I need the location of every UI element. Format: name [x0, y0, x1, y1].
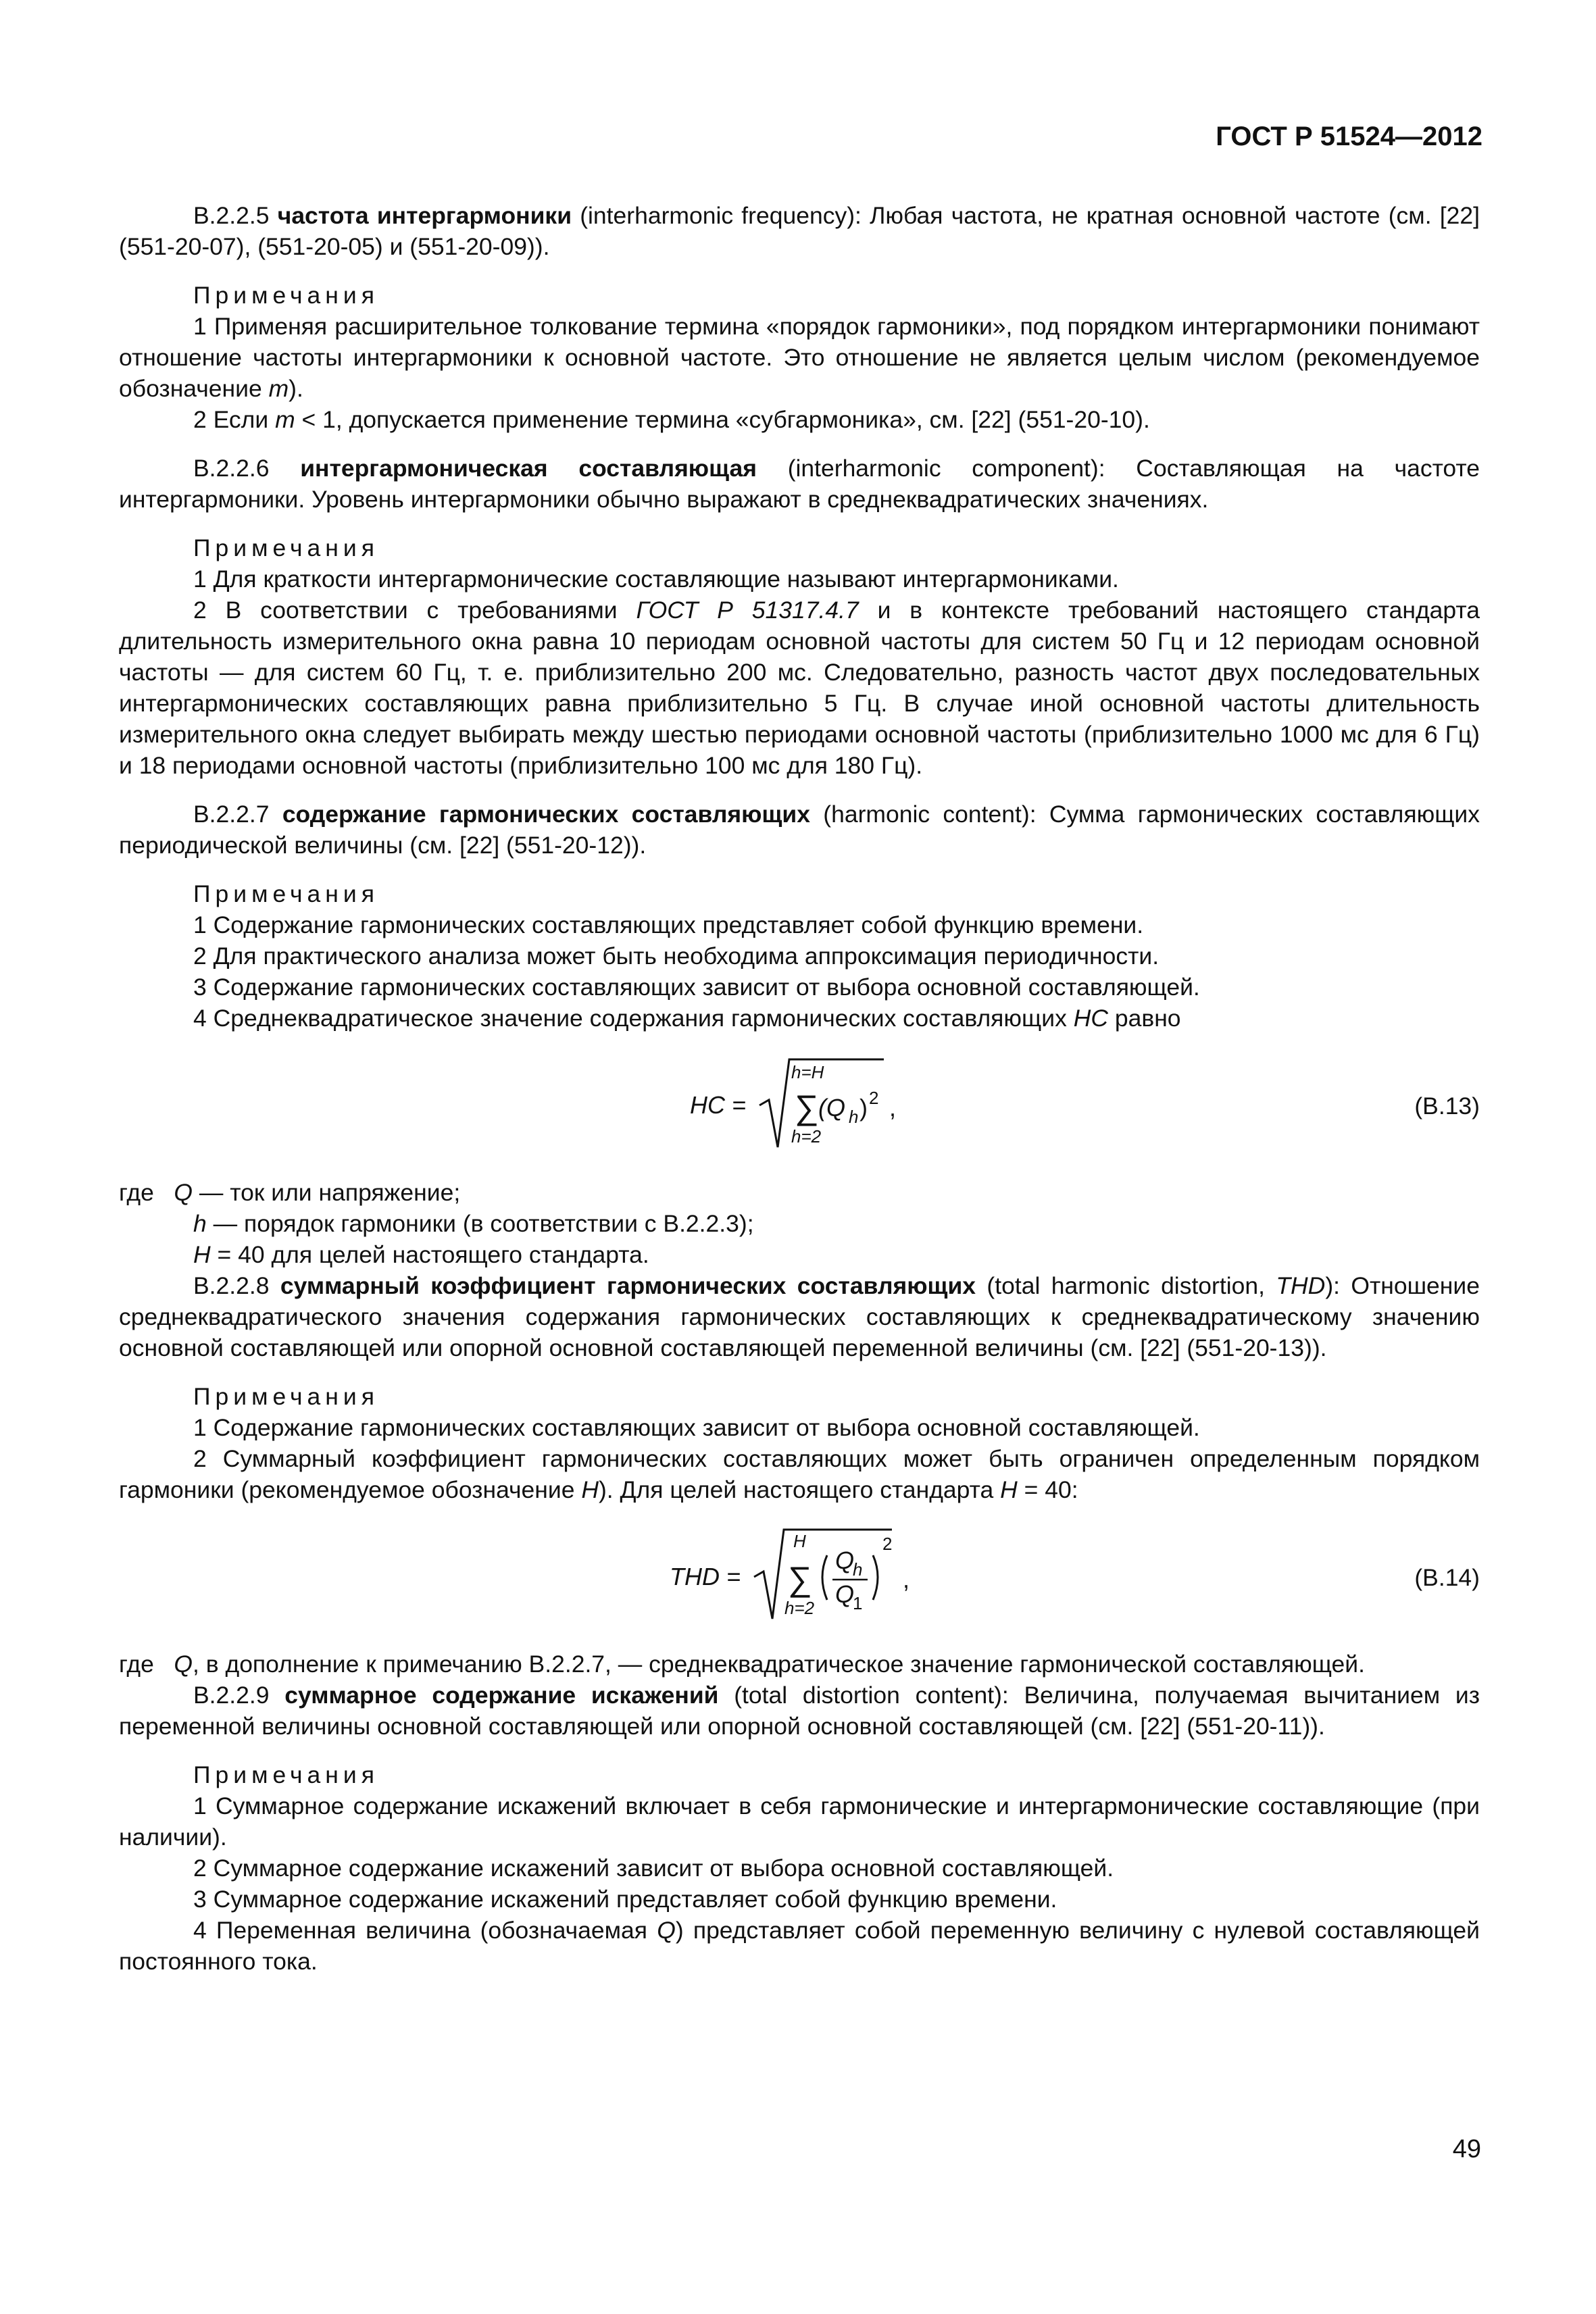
- formula-b13: [119, 1051, 1480, 1159]
- symbol: HC: [1073, 1005, 1108, 1032]
- definition: (interharmonic frequency): Любая частота, не кратная основной частоте (см. [22] (551-20-07), (551-20-05) и (551-20-09)).: [119, 202, 1480, 260]
- term: интергармоническая составляющая: [300, 455, 757, 482]
- right-paren: [873, 1555, 878, 1600]
- note: 3 Содержание гармонических составляющих зависит от выбора основной составляющей.: [193, 974, 1200, 1001]
- formula-comma: ,: [889, 1094, 897, 1122]
- clause-number: В.2.2.5: [193, 202, 270, 229]
- sum-lower-limit: h=2: [784, 1598, 815, 1618]
- definition: (total distortion content): Величина, получаемая вычитанием из переменной величины основной составляющей или опорной основной составляющей (см. [22] (551-20-11)).: [119, 1682, 1480, 1740]
- note-text: 4 Среднеквадратическое значение содержания гармонических составляющих: [193, 1005, 1067, 1032]
- note: 1 Содержание гармонических составляющих представляет собой функцию времени.: [193, 911, 1144, 938]
- note-text: и в контексте требований настоящего стандарта длительность измерительного окна равна 10 периодам основной частоты для систем 50 Гц и 12 периодам основной частоты — для систем 60 Гц, т. е. приблизительно 200 мс. Следовательно, разность частот двух последовательных интергармонических составляющих равна приблизительно 5 Гц. В случае иной основной частоты длительность измерительного окна следует выбирать между шестью периодами основной частоты (приблизительно 1000 мс для 6 Гц) и 18 периодами основной частоты (приблизительно 100 мс для 180 Гц).: [119, 597, 1480, 779]
- sigma-symbol: ∑: [788, 1560, 812, 1598]
- note: 3 Суммарное содержание искажений представляет собой функцию времени.: [193, 1886, 1057, 1913]
- where-text: — порядок гармоники (в соответствии с В.2.2.3);: [213, 1210, 754, 1237]
- numerator-subscript: h: [853, 1559, 863, 1580]
- where-line: [119, 1649, 1480, 1680]
- equation-number: (В.13): [1414, 1092, 1480, 1120]
- symbol: Q: [657, 1917, 676, 1944]
- symbol: H: [581, 1476, 599, 1503]
- note-text: ) представляет собой переменную величину с нулевой составляющей постоянного тока.: [119, 1917, 1480, 1975]
- definition: (harmonic content): Сумма гармонических составляющих периодической величины (см. [22] (551-20-12)).: [119, 801, 1480, 859]
- formula-exponent: 2: [882, 1534, 893, 1554]
- formula-lhs: HC =: [690, 1091, 747, 1119]
- note-text: = 40:: [1024, 1476, 1078, 1503]
- note: [119, 1915, 1480, 1977]
- note-text: ). Для целей настоящего стандарта: [598, 1476, 994, 1503]
- equation-number: (В.14): [1414, 1564, 1480, 1591]
- standard-reference: ГОСТ Р 51317.4.7: [636, 597, 859, 624]
- note: 2 Суммарное содержание искажений зависит от выбора основной составляющей.: [193, 1855, 1114, 1882]
- where-label: где: [119, 1651, 154, 1678]
- note-text: равно: [1114, 1005, 1181, 1032]
- definition: (total harmonic distortion,: [987, 1272, 1265, 1299]
- symbol: m: [275, 406, 295, 433]
- clause-number: В.2.2.6: [193, 455, 270, 482]
- note: [119, 1443, 1480, 1505]
- note: [119, 1003, 1480, 1034]
- clause-b229: [119, 1680, 1480, 1742]
- clause-number: В.2.2.7: [193, 801, 270, 828]
- definition: (interharmonic component): Составляющая на частоте интергармоники. Уровень интергармоники обычно выражают в среднеквадратических значениях.: [119, 455, 1480, 513]
- term: суммарное содержание искажений: [284, 1682, 719, 1709]
- clause-b227: [119, 799, 1480, 861]
- term: частота интергармоники: [277, 202, 572, 229]
- left-paren: [822, 1555, 827, 1600]
- where-label: где: [119, 1179, 154, 1206]
- where-line: [119, 1208, 1480, 1239]
- denominator-subscript: 1: [853, 1593, 863, 1613]
- formula-b13-graphic: [119, 1051, 1480, 1159]
- formula-term: (Q: [818, 1094, 845, 1122]
- note-text: 2 В соответствии с требованиями: [193, 597, 618, 624]
- sum-upper-limit: h=H: [791, 1062, 824, 1082]
- clause-b225: [119, 200, 1480, 262]
- note: 1 Для краткости интергармонические составляющие называют интергармониками.: [193, 565, 1119, 593]
- symbol: Q: [174, 1179, 193, 1206]
- formula-b14: [119, 1523, 1480, 1631]
- where-line: [119, 1177, 1480, 1208]
- notes-heading: Примечания: [193, 282, 379, 309]
- note: 2 Для практического анализа может быть необходима аппроксимация периодичности.: [193, 942, 1159, 970]
- term: содержание гармонических составляющих: [282, 801, 810, 828]
- symbol: Q: [174, 1651, 193, 1678]
- notes-heading: Примечания: [193, 1383, 379, 1410]
- clause-b228: [119, 1270, 1480, 1363]
- fraction-denominator: Q: [835, 1580, 855, 1608]
- note: [119, 404, 1480, 435]
- clause-number: В.2.2.8: [193, 1272, 270, 1299]
- formula-subscript: h: [849, 1107, 859, 1127]
- notes-heading: Примечания: [193, 1761, 379, 1788]
- fraction-numerator: Q: [835, 1546, 855, 1574]
- note-text: 4 Переменная величина (обозначаемая: [193, 1917, 648, 1944]
- sigma-symbol: ∑: [795, 1088, 819, 1126]
- note-text: 2 Если: [193, 406, 269, 433]
- symbol: h: [193, 1210, 207, 1237]
- notes-heading: Примечания: [193, 534, 379, 561]
- definition: ): Отношение среднеквадратического значения содержания гармонических составляющих к среднеквадратическому значению основной составляющей или опорной основной составляющей переменной величины (см. [22] (551-20-13)).: [119, 1272, 1480, 1361]
- note: [119, 595, 1480, 781]
- note-text: 2 Суммарный коэффициент гармонических составляющих может быть ограничен определенным порядком гармоники (рекомендуемое обозначение: [119, 1445, 1480, 1503]
- page-number: 49: [1452, 2135, 1481, 2163]
- formula-comma: ,: [903, 1565, 910, 1593]
- note-text: 1 Применяя расширительное толкование термина «порядок гармоники», под порядком интергармоники понимают отношение частоты интергармоники к основной частоте. Это отношение не является целым числом (рекомендуемое обозначение: [119, 313, 1480, 402]
- where-text: = 40 для целей настоящего стандарта.: [217, 1241, 649, 1268]
- symbol: H: [1000, 1476, 1018, 1503]
- where-text: , в дополнение к примечанию В.2.2.7, — среднеквадратическое значение гармонической составляющей.: [193, 1651, 1365, 1678]
- sum-upper-limit: H: [793, 1531, 806, 1551]
- note: 1 Содержание гармонических составляющих зависит от выбора основной составляющей.: [193, 1414, 1200, 1441]
- notes-heading: Примечания: [193, 880, 379, 907]
- term: суммарный коэффициент гармонических составляющих: [280, 1272, 976, 1299]
- where-text: — ток или напряжение;: [199, 1179, 461, 1206]
- page-content: [119, 200, 1480, 1977]
- formula-exponent: 2: [869, 1088, 879, 1108]
- formula-close-paren: ): [859, 1094, 868, 1122]
- note: 1 Суммарное содержание искажений включает в себя гармонические и интергармонические составляющие (при наличии).: [119, 1792, 1480, 1851]
- note: [119, 311, 1480, 404]
- where-line: [119, 1239, 1480, 1270]
- clause-b226: [119, 453, 1480, 515]
- clause-number: В.2.2.9: [193, 1682, 270, 1709]
- note-text: < 1, допускается применение термина «субгармоника», см. [22] (551-20-10).: [301, 406, 1150, 433]
- document-id: ГОСТ Р 51524—2012: [1216, 122, 1482, 151]
- symbol: THD: [1276, 1272, 1326, 1299]
- formula-b14-graphic: [119, 1523, 1480, 1631]
- symbol: m: [268, 375, 289, 402]
- sum-lower-limit: h=2: [791, 1126, 822, 1147]
- formula-lhs: THD =: [670, 1563, 741, 1590]
- symbol: H: [193, 1241, 211, 1268]
- note-text: ).: [289, 375, 303, 402]
